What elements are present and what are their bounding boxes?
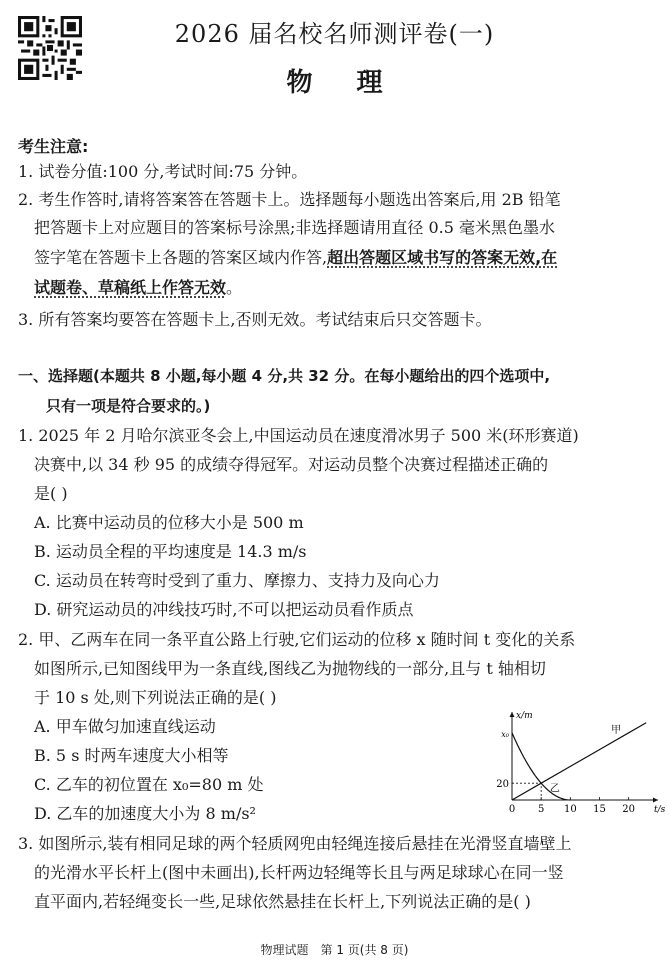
series-label-yi: 乙 [549, 783, 560, 795]
notice-emphasis: 试题卷、草稿纸上作答无效 [34, 278, 227, 297]
series-label-jia: 甲 [611, 724, 622, 736]
y-tick-label: x₀ [501, 729, 509, 739]
question-3-text: 3. 如图所示,装有相同足球的两个轻质网兜由轻绳连接后悬挂在光滑竖直墙壁上 [18, 834, 572, 853]
x-axis-arrow [653, 798, 658, 803]
notice-line: 1. 试卷分值:100 分,考试时间:75 分钟。 [18, 162, 308, 181]
x-tick-label: 15 [593, 804, 606, 815]
notice-line: 把答题卡上对应题目的答案标号涂黑;非选择题请用直径 0.5 毫米黑色墨水 [34, 218, 556, 237]
y-axis-label: x/m [516, 711, 533, 721]
notice-line: 2. 考生作答时,请将答案答在答题卡上。选择题每小题选出答案后,用 2B 铅笔 [18, 190, 561, 209]
q2-option-d: D. 乙车的加速度大小为 8 m/s² [34, 804, 256, 823]
question-2-text: 2. 甲、乙两车在同一条平直公路上行驶,它们运动的位移 x 随时间 t 变化的关系 [18, 630, 576, 649]
q2-option-c: C. 乙车的初位置在 x₀=80 m 处 [34, 775, 264, 794]
question-2-text: 于 10 s 处,则下列说法正确的是( ) [34, 688, 277, 707]
y-axis-arrow [510, 712, 515, 717]
section-heading: 一、选择题(本题共 8 小题,每小题 4 分,共 32 分。在每小题给出的四个选项中, [18, 367, 551, 385]
x-tick-label: 20 [622, 804, 636, 815]
xt-graph [490, 708, 666, 818]
series-jia-line [512, 723, 646, 800]
q1-option-a: A. 比赛中运动员的位移大小是 500 m [34, 513, 304, 532]
q2-option-b: B. 5 s 时两车速度大小相等 [34, 746, 229, 765]
notice-text: 签字笔在答题卡上各题的答案区域内作答, [34, 248, 328, 267]
notice-emphasis: 超出答题区域书写的答案无效,在 [327, 248, 558, 267]
question-1-text: 是( ) [34, 484, 68, 503]
question-1-text: 1. 2025 年 2 月哈尔滨亚冬会上,中国运动员在速度滑冰男子 500 米(环形赛道) [18, 426, 579, 445]
notice-line [34, 248, 557, 268]
question-3-text: 直平面内,若轻绳变长一些,足球依然悬挂在长杆上,下列说法正确的是( ) [34, 892, 531, 911]
subject-title [0, 62, 669, 99]
q1-option-c: C. 运动员在转弯时受到了重力、摩擦力、支持力及向心力 [34, 571, 440, 590]
notice-line [34, 278, 242, 298]
x-axis-label: t/s [654, 805, 666, 815]
subject-char: 物 [286, 68, 313, 98]
q1-option-d: D. 研究运动员的冲线技巧时,不可以把运动员看作质点 [34, 600, 414, 619]
question-2-text: 如图所示,已知图线甲为一条直线,图线乙为抛物线的一部分,且与 t 轴相切 [34, 659, 546, 678]
x-tick-label: 10 [563, 804, 577, 815]
notice-heading: 考生注意: [18, 137, 89, 156]
question-1-text: 决赛中,以 34 秒 95 的成绩夺得冠军。对运动员整个决赛过程描述正确的 [34, 455, 549, 474]
subject-char: 理 [356, 68, 383, 98]
exam-title: 2026 届名校名师测评卷(一) [174, 20, 495, 48]
q1-option-b: B. 运动员全程的平均速度是 14.3 m/s [34, 542, 307, 561]
x-tick-label: 0 [508, 804, 516, 815]
page-footer: 物理试题 第 1 页(共 8 页) [260, 943, 409, 957]
question-3-text: 的光滑水平长杆上(图中未画出),长杆两边轻绳等长且与两足球球心在同一竖 [34, 863, 564, 882]
section-heading-cont: 只有一项是符合要求的。) [46, 397, 211, 415]
notice-line: 3. 所有答案均要答在答题卡上,否则无效。考试结束后只交答题卡。 [18, 310, 492, 329]
y-tick-label: 20 [496, 779, 509, 791]
notice-text: 。 [226, 278, 243, 297]
x-tick-label: 5 [537, 804, 545, 815]
series-yi-line [512, 733, 570, 800]
q2-option-a: A. 甲车做匀加速直线运动 [34, 717, 216, 736]
